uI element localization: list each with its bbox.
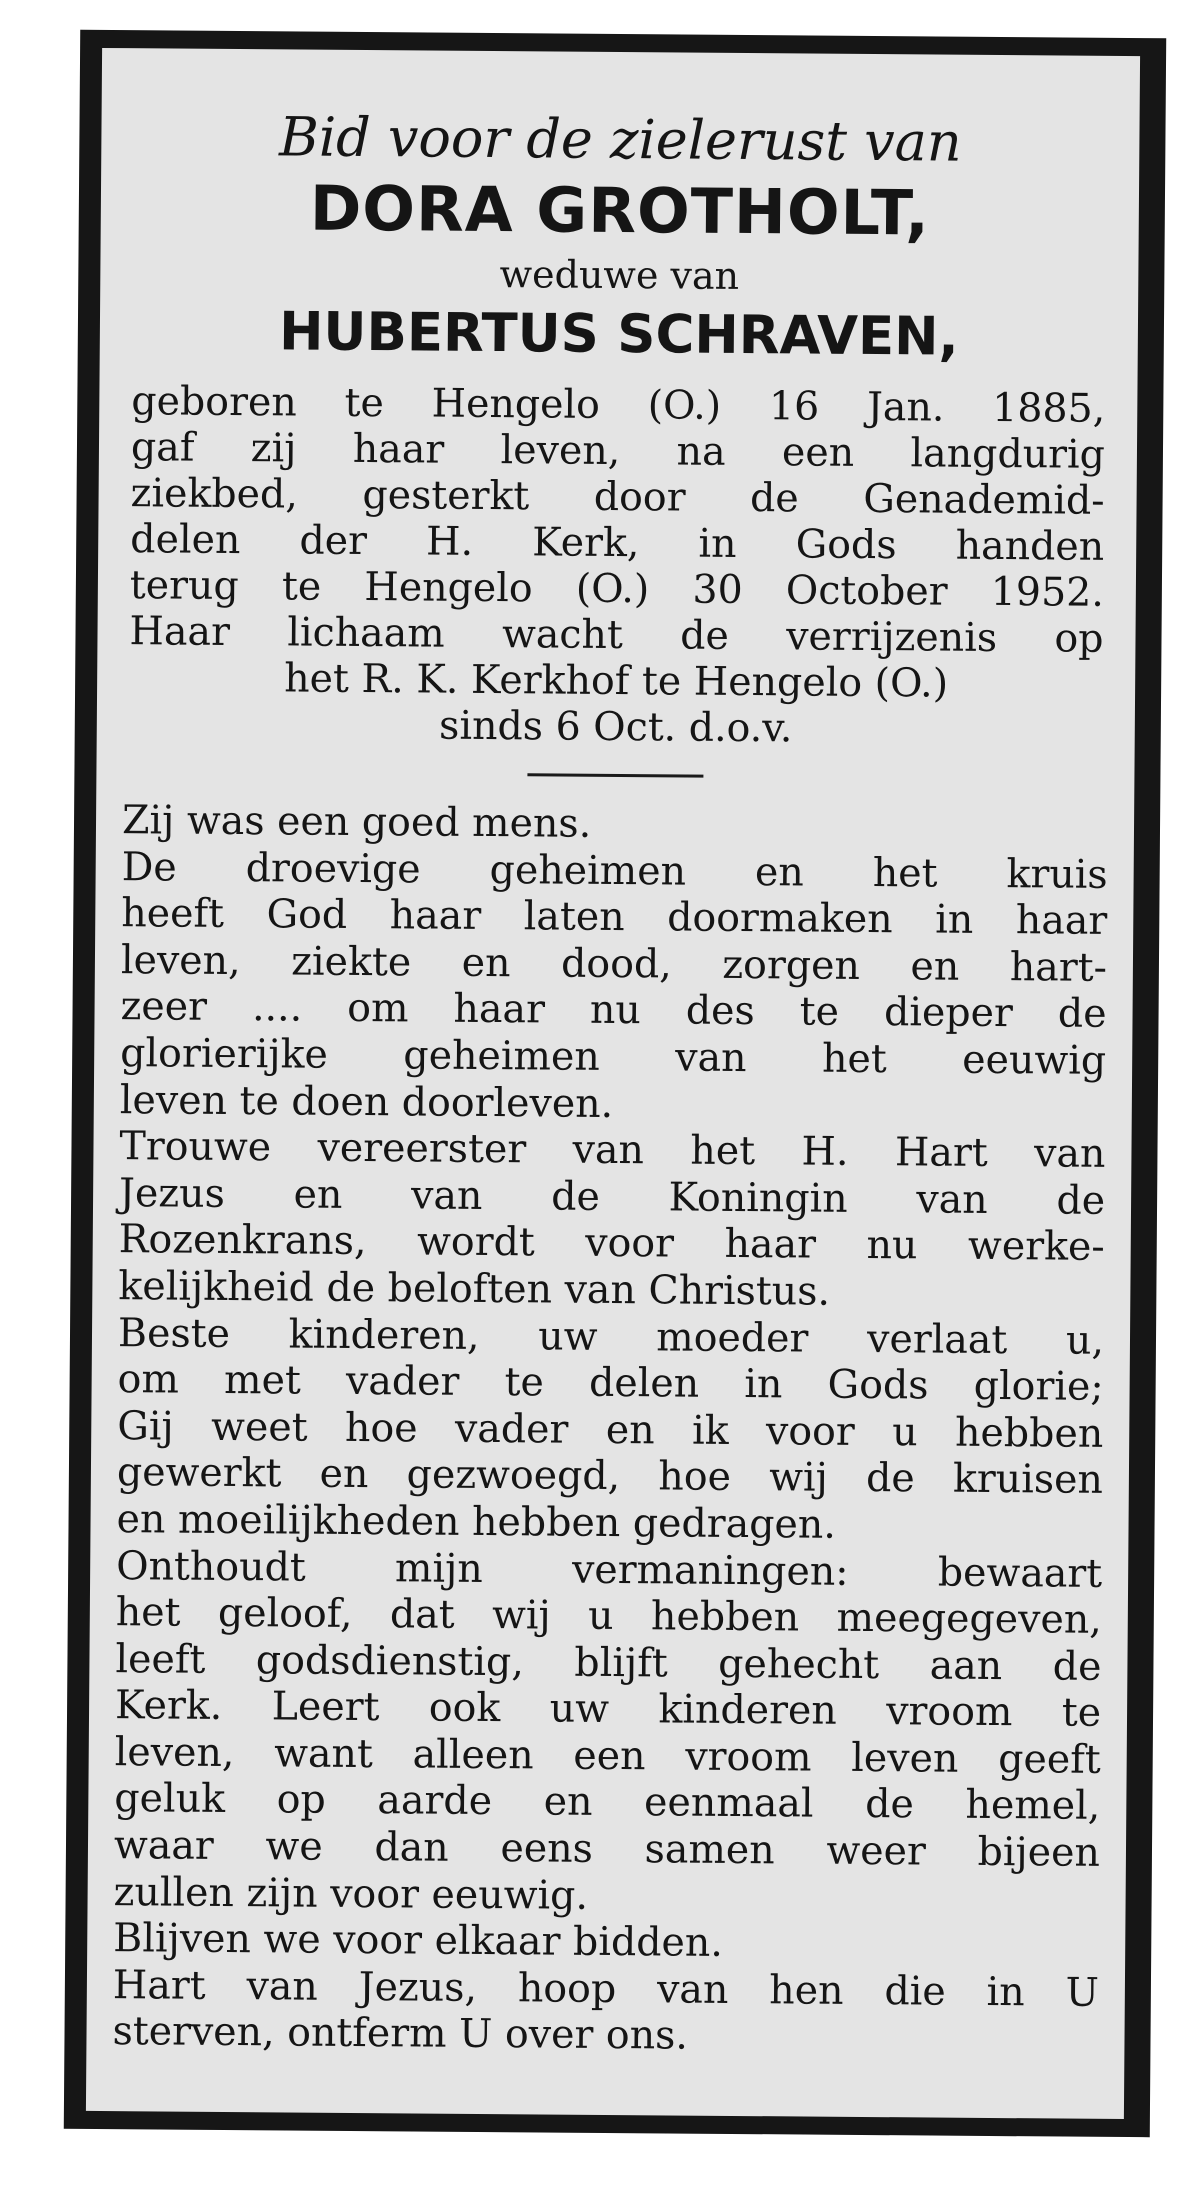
text-line: glorierijke geheimen van het eeuwig <box>120 1030 1107 1084</box>
text-line: het geloof, dat wij u hebben meegegeven, <box>115 1589 1102 1643</box>
text-line: heeft God haar laten doormaken in haar <box>121 890 1108 945</box>
divider-rule <box>527 773 703 777</box>
text-line: leven, ziekte en dood, zorgen en hart- <box>120 936 1108 991</box>
spouse-name: HUBERTUS SCHRAVEN, <box>278 301 959 368</box>
card-content <box>112 104 1113 2063</box>
relation-label: weduwe van <box>499 252 740 298</box>
bio-line: ziekbed, gesterkt door de Genademid- <box>130 470 1105 524</box>
text-line: zeer .... om haar nu des te dieper de <box>120 983 1107 1038</box>
text-line: Kerk. Leert ook uw kinderen vroom te <box>114 1682 1102 1737</box>
deceased-name: DORA GROTHOLT, <box>309 171 931 250</box>
prayer-heading: Bid voor de zielerust van <box>278 105 962 174</box>
bio-line: terug te Hengelo (O.) 30 October 1952. <box>129 562 1105 616</box>
text-line: leven te doen doorleven. <box>119 1076 614 1127</box>
text-line: Zij was een goed mens. <box>121 797 592 847</box>
text-line: Gij weet hoe vader en ik voor u hebben <box>117 1402 1104 1457</box>
bio-line: het R. K. Kerkhof te Hengelo (O.) <box>284 655 949 707</box>
text-line: leeft godsdienstig, blijft gehecht aan de <box>115 1635 1102 1690</box>
bio-line: sinds 6 Oct. d.o.v. <box>438 702 793 752</box>
text-line: leven, want alleen een vroom leven geeft <box>114 1728 1101 1783</box>
text-line: zullen zijn voor eeuwig. <box>113 1868 589 1919</box>
text-line: Rozenkrans, wordt voor haar nu werke- <box>118 1216 1105 1271</box>
text-line: Blijven we voor elkaar bidden. <box>113 1915 724 1967</box>
text-line: Trouwe vereerster van het H. Hart van <box>119 1123 1106 1178</box>
bio-line: Haar lichaam wacht de verrijzenis op <box>129 608 1104 662</box>
text-line: waar we dan eens samen weer bijeen <box>113 1822 1101 1876</box>
text-line: geluk op aarde en eenmaal de hemel, <box>114 1775 1101 1830</box>
memorial-card <box>64 30 1166 2137</box>
biography <box>123 378 1112 754</box>
text-line: en moeilijkheden hebben gedragen. <box>116 1496 837 1548</box>
text-line: Onthoudt mijn vermaningen: bewaart <box>116 1542 1103 1597</box>
text-line: Beste kinderen, uw moeder verlaat u, <box>117 1309 1105 1364</box>
text-line: Jezus en van de Koningin van de <box>118 1169 1106 1224</box>
text-line: om met vader te delen in Gods glorie; <box>117 1356 1104 1410</box>
bio-line: geboren te Hengelo (O.) 16 Jan. 1885, <box>131 378 1106 432</box>
text-line: gewerkt en gezwoegd, hoe wij de kruisen <box>116 1449 1104 1504</box>
bio-line: delen der H. Kerk, in Gods handen <box>130 516 1105 570</box>
text-line: Hart van Jezus, hoop van hen die in U <box>112 1961 1100 2016</box>
memorial-text <box>112 797 1108 2063</box>
text-line: kelijkheid de beloften van Christus. <box>118 1263 831 1315</box>
text-line: sterven, ontferm U over ons. <box>112 2008 689 2060</box>
text-line: De droevige geheimen en het kruis <box>121 843 1108 898</box>
bio-line: gaf zij haar leven, na een langdurig <box>130 424 1106 478</box>
